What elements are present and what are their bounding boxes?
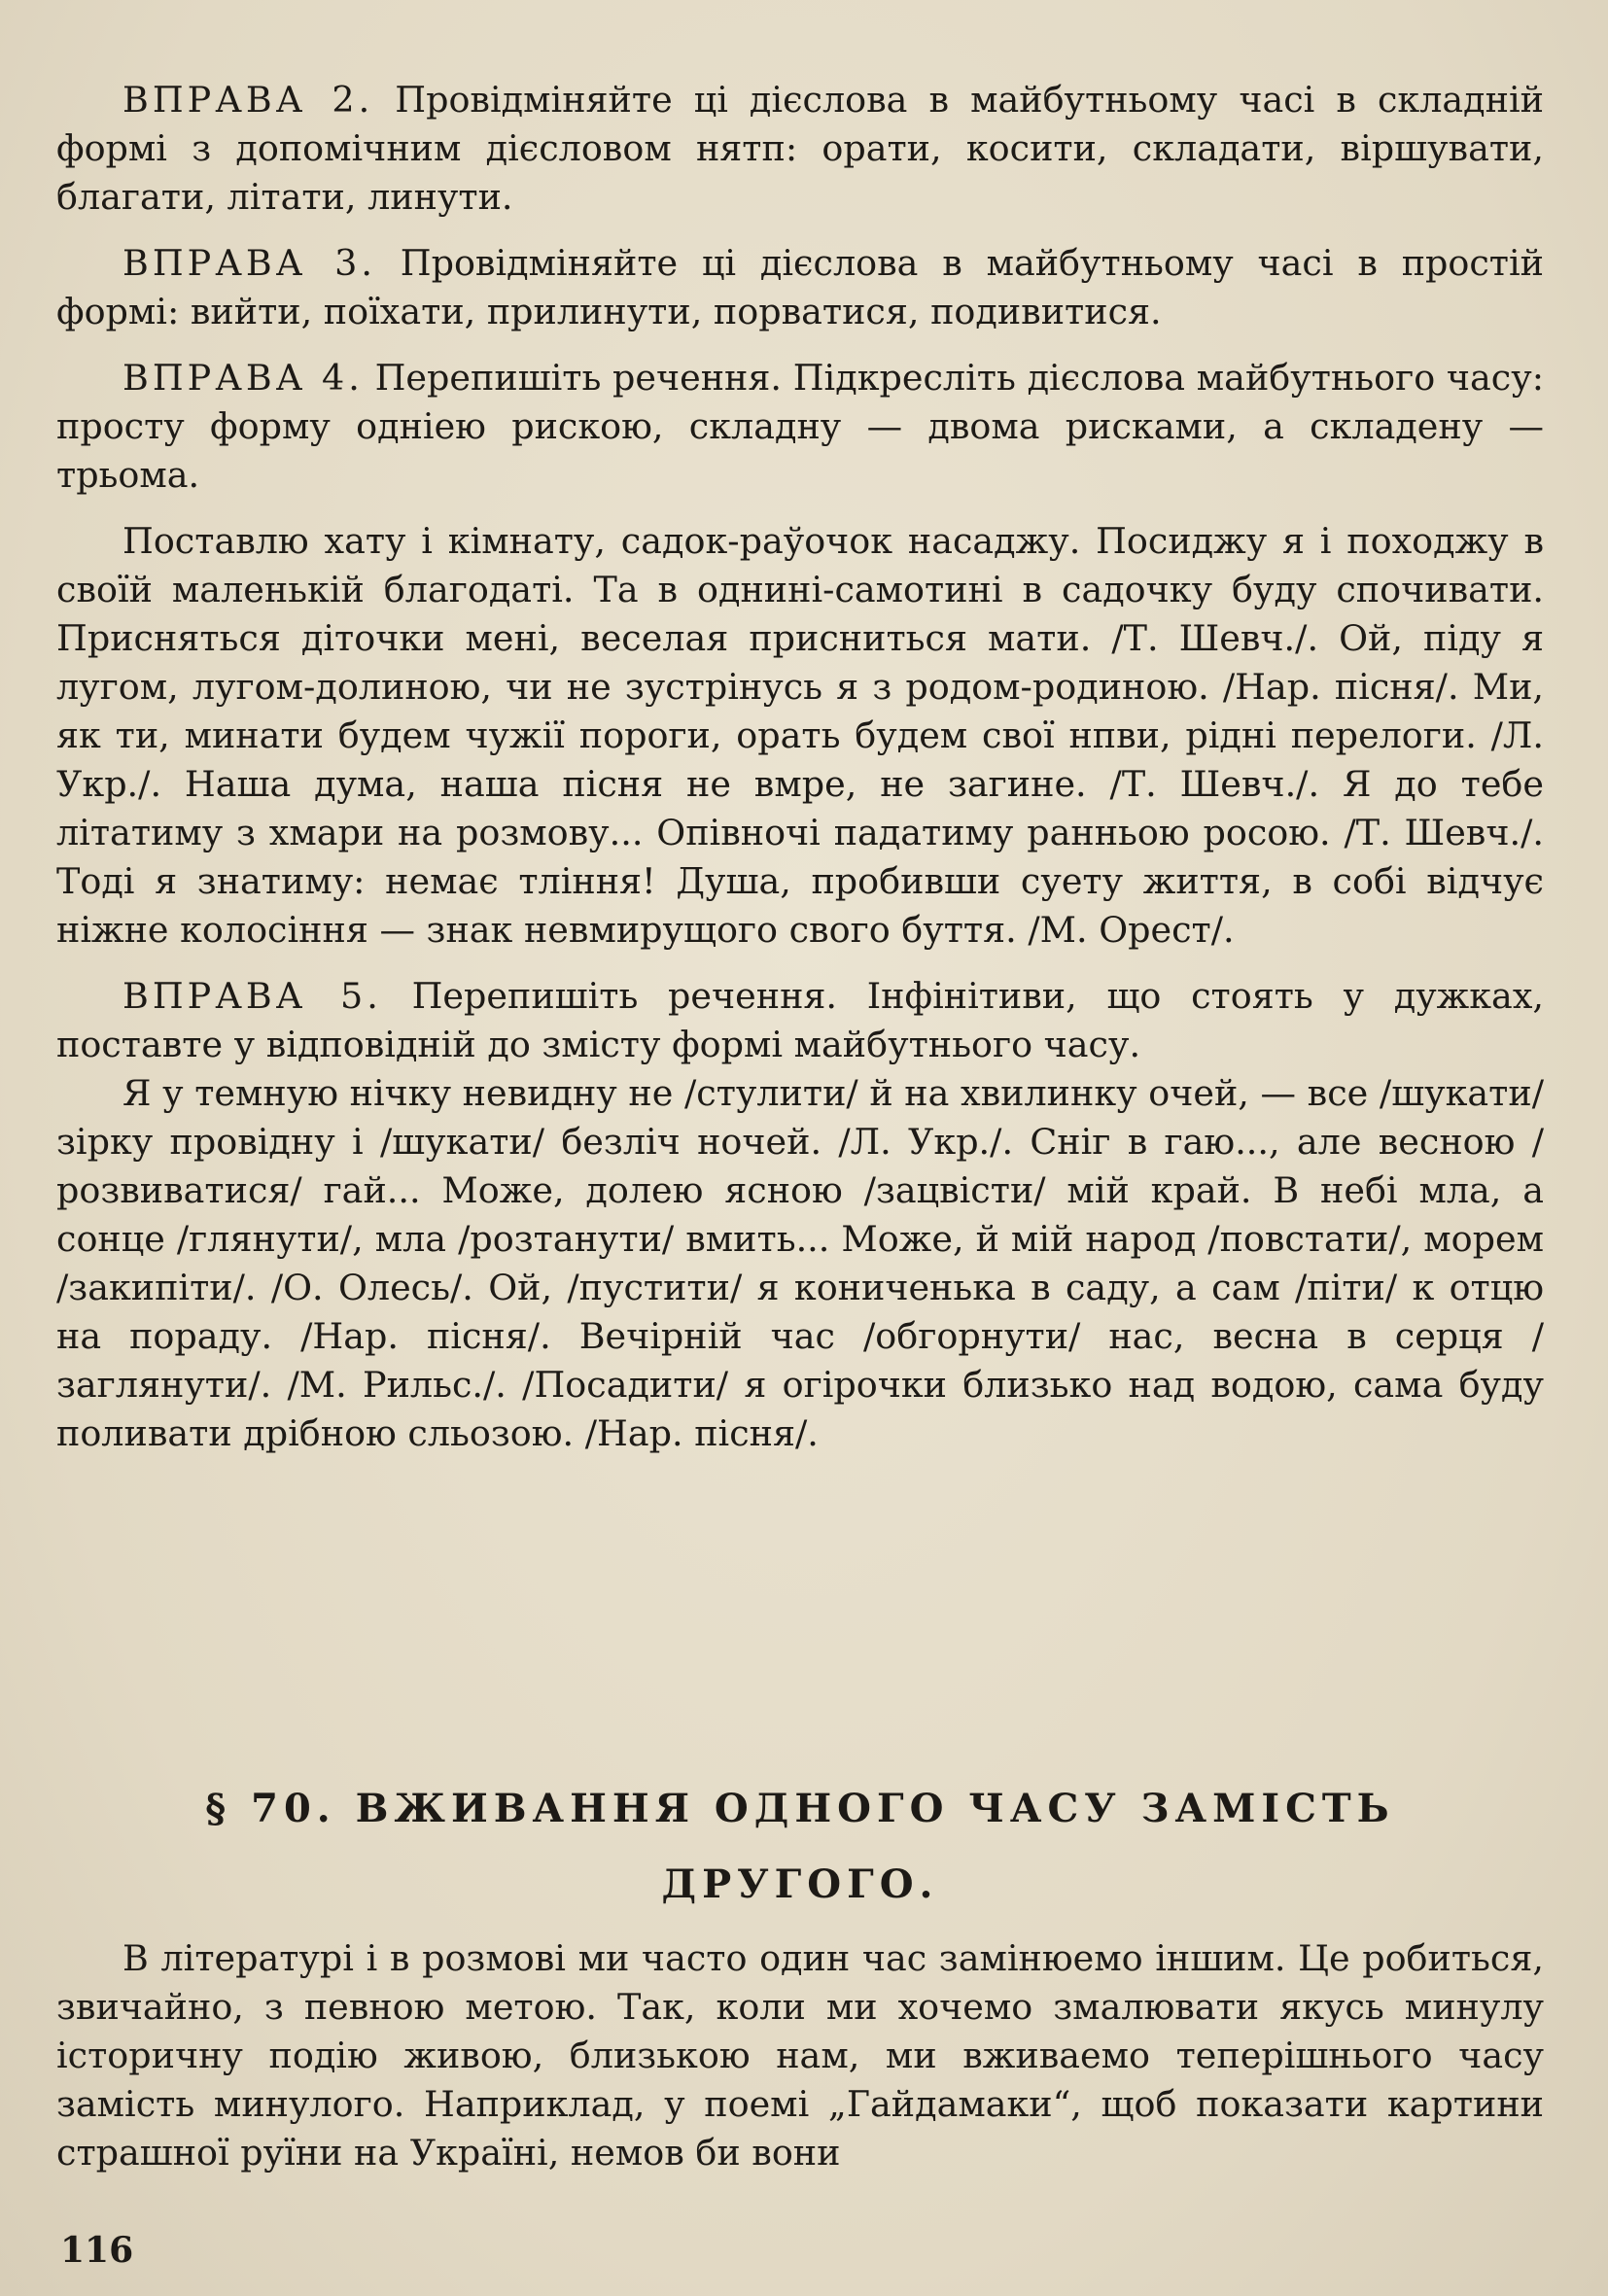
exercise-4: [56, 354, 1544, 500]
exercise-4-text: Перепишіть речення. Підкресліть дієслова майбутнього часу: просту форму одніею рискою, складну — двома рисками, а складену — трьома.: [56, 357, 1545, 496]
exercise-3-text: Провідміняйте ці дієслова в майбутньому часі в простій формі: вийти, поїхати, прилинути, порватися, подивитися.: [56, 242, 1544, 332]
exercise-5-text: Перепишіть речення. Інфінітиви, що стоять у дужках, поставте у відповідній до змісту формі майбутнього часу.: [56, 975, 1545, 1065]
page-number: 116: [60, 2230, 134, 2271]
exercise-4-label: ВПРАВА 4.: [122, 357, 364, 399]
exercises-block: [56, 76, 1544, 1476]
exercise-2-text: Провідміняйте ці дієслова в майбутньому часі в складній формі з допомічним дієсловом нятп: орати, косити, складати, віршувати, благати, літати, линути.: [56, 79, 1544, 218]
exercise-2: [56, 76, 1544, 222]
exercise-3-label: ВПРАВА 3.: [122, 242, 376, 284]
exercise-4-sentences: Поставлю хату і кімнату, садок-раўочок насаджу. Посиджу я і походжу в своїй маленькій благодаті. Та в однині-самотині в садочку буду спочивати. Присняться діточки мені, веселая присниться мати. /Т. Шевч./. Ой, піду я лугом, лугом-долиною, чи не зустрінусь я з родом-родиною. /Нар. пісня/. Ми, як ти, минати будем чужії пороги, орать будем свої нпви, рідні перелоги. /Л. Укр./. Наша дума, наша пісня не вмре, не загине. /Т. Шевч./. Я до тебе літатиму з хмари на розмову... Опівночі падатиму ранньою росою. /Т. Шевч./. Тоді я знатиму: немає тління! Душа, пробивши суету життя, в собі відчує ніжне колосіння — знак невмирущого свого буття. /М. Орест/.: [56, 520, 1544, 951]
exercise-5-sentences: Я у темную нічку невидну не /стулити/ й на хвилинку очей, — все /шукати/ зірку провідну і /шукати/ безліч ночей. /Л. Укр./. Сніг в гаю..., але весною /розвиватися/ гай... Може, долею ясною /зацвісти/ мій край. В небі мла, а сонце /глянути/, мла /розтанути/ вмить... Може, й мій народ /повстати/, морем /закипіти/. /О. Олесь/. Ой, /пустити/ я кониченька в саду, а сам /піти/ к отцю на пораду. /Нар. пісня/. Вечірній час /обгорнути/ нас, весна в серця /заглянути/. /М. Рильс./. /Посадити/ я огірочки близько над водою, сама буду поливати дрібною сльозою. /Нар. пісня/.: [56, 1072, 1544, 1454]
exercise-2-label: ВПРАВА 2.: [122, 79, 374, 121]
exercise-3: [56, 239, 1544, 336]
section-paragraph: В літературі і в розмові ми часто один час замінюемо іншим. Це робиться, звичайно, з певною метою. Так, коли ми хочемо змалювати якусь минулу історичну подію живою, близькою нам, ми вживаемо теперішнього часу замість минулого. Наприклад, у поемі „Гайдамаки“, щоб показати картини страшної руїни на Україні, немов би вони: [56, 1937, 1544, 2174]
exercise-5-label: ВПРАВА 5.: [122, 975, 382, 1017]
exercise-5: [56, 972, 1544, 1069]
section-heading-line2: ДРУГОГО.: [661, 1861, 939, 1907]
section-heading-line1: § 70. ВЖИВАННЯ ОДНОГО ЧАСУ ЗАМІСТЬ: [205, 1786, 1395, 1831]
section-heading: [56, 1771, 1544, 1923]
